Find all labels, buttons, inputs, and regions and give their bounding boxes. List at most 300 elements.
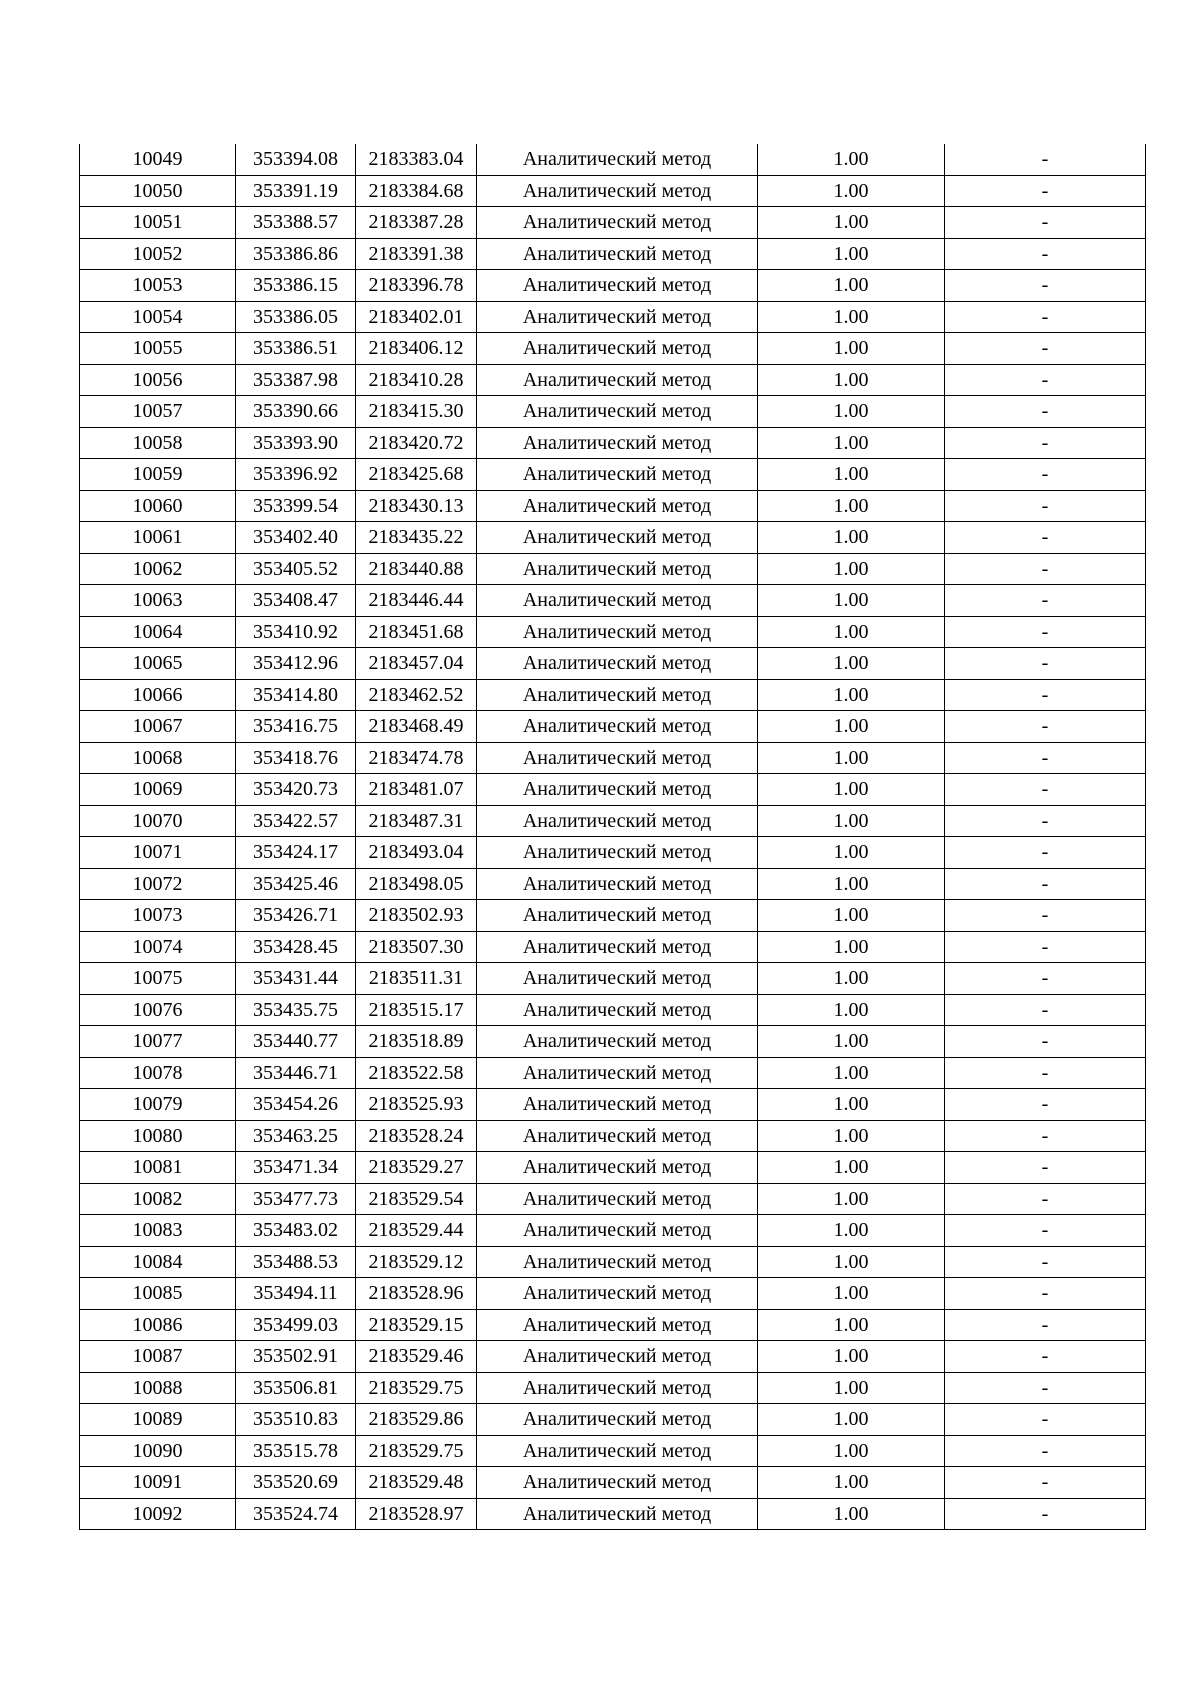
x-coordinate-cell: 353420.73 <box>236 774 356 806</box>
x-coordinate-cell: 353410.92 <box>236 616 356 648</box>
x-coordinate-cell: 353431.44 <box>236 963 356 995</box>
precision-cell: 1.00 <box>758 1372 945 1404</box>
precision-cell: 1.00 <box>758 1152 945 1184</box>
x-coordinate-cell: 353424.17 <box>236 837 356 869</box>
method-cell: Аналитический метод <box>477 742 758 774</box>
method-cell: Аналитический метод <box>477 1246 758 1278</box>
x-coordinate-cell: 353440.77 <box>236 1026 356 1058</box>
x-coordinate-cell: 353502.91 <box>236 1341 356 1373</box>
method-cell: Аналитический метод <box>477 364 758 396</box>
method-cell: Аналитический метод <box>477 1341 758 1373</box>
method-cell: Аналитический метод <box>477 994 758 1026</box>
method-cell: Аналитический метод <box>477 522 758 554</box>
method-cell: Аналитический метод <box>477 333 758 365</box>
table-row <box>80 679 1146 711</box>
method-cell: Аналитический метод <box>477 1278 758 1310</box>
note-cell: - <box>945 427 1146 459</box>
note-cell: - <box>945 333 1146 365</box>
y-coordinate-cell: 2183525.93 <box>356 1089 477 1121</box>
precision-cell: 1.00 <box>758 553 945 585</box>
point-number-cell: 10056 <box>80 364 236 396</box>
precision-cell: 1.00 <box>758 1183 945 1215</box>
point-number-cell: 10071 <box>80 837 236 869</box>
y-coordinate-cell: 2183383.04 <box>356 144 477 175</box>
method-cell: Аналитический метод <box>477 270 758 302</box>
method-cell: Аналитический метод <box>477 1435 758 1467</box>
table-row <box>80 994 1146 1026</box>
note-cell: - <box>945 1372 1146 1404</box>
y-coordinate-cell: 2183498.05 <box>356 868 477 900</box>
note-cell: - <box>945 1278 1146 1310</box>
precision-cell: 1.00 <box>758 1435 945 1467</box>
x-coordinate-cell: 353387.98 <box>236 364 356 396</box>
point-number-cell: 10074 <box>80 931 236 963</box>
method-cell: Аналитический метод <box>477 1309 758 1341</box>
y-coordinate-cell: 2183487.31 <box>356 805 477 837</box>
method-cell: Аналитический метод <box>477 396 758 428</box>
table-row <box>80 931 1146 963</box>
note-cell: - <box>945 900 1146 932</box>
method-cell: Аналитический метод <box>477 1120 758 1152</box>
point-number-cell: 10051 <box>80 207 236 239</box>
x-coordinate-cell: 353435.75 <box>236 994 356 1026</box>
note-cell: - <box>945 270 1146 302</box>
y-coordinate-cell: 2183529.54 <box>356 1183 477 1215</box>
table-row <box>80 1089 1146 1121</box>
point-number-cell: 10052 <box>80 238 236 270</box>
x-coordinate-cell: 353471.34 <box>236 1152 356 1184</box>
method-cell: Аналитический метод <box>477 175 758 207</box>
y-coordinate-cell: 2183387.28 <box>356 207 477 239</box>
y-coordinate-cell: 2183446.44 <box>356 585 477 617</box>
x-coordinate-cell: 353506.81 <box>236 1372 356 1404</box>
x-coordinate-cell: 353454.26 <box>236 1089 356 1121</box>
precision-cell: 1.00 <box>758 1026 945 1058</box>
precision-cell: 1.00 <box>758 1057 945 1089</box>
point-number-cell: 10065 <box>80 648 236 680</box>
point-number-cell: 10057 <box>80 396 236 428</box>
method-cell: Аналитический метод <box>477 963 758 995</box>
precision-cell: 1.00 <box>758 1498 945 1530</box>
x-coordinate-cell: 353399.54 <box>236 490 356 522</box>
y-coordinate-cell: 2183425.68 <box>356 459 477 491</box>
y-coordinate-cell: 2183528.24 <box>356 1120 477 1152</box>
method-cell: Аналитический метод <box>477 585 758 617</box>
method-cell: Аналитический метод <box>477 1372 758 1404</box>
note-cell: - <box>945 175 1146 207</box>
precision-cell: 1.00 <box>758 1278 945 1310</box>
y-coordinate-cell: 2183529.75 <box>356 1435 477 1467</box>
table-row <box>80 364 1146 396</box>
note-cell: - <box>945 396 1146 428</box>
method-cell: Аналитический метод <box>477 427 758 459</box>
note-cell: - <box>945 364 1146 396</box>
precision-cell: 1.00 <box>758 490 945 522</box>
table-row <box>80 805 1146 837</box>
table-row <box>80 144 1146 175</box>
note-cell: - <box>945 1057 1146 1089</box>
precision-cell: 1.00 <box>758 774 945 806</box>
note-cell: - <box>945 837 1146 869</box>
point-number-cell: 10066 <box>80 679 236 711</box>
x-coordinate-cell: 353520.69 <box>236 1467 356 1499</box>
method-cell: Аналитический метод <box>477 144 758 175</box>
method-cell: Аналитический метод <box>477 1183 758 1215</box>
precision-cell: 1.00 <box>758 900 945 932</box>
table-row <box>80 1372 1146 1404</box>
point-number-cell: 10087 <box>80 1341 236 1373</box>
x-coordinate-cell: 353393.90 <box>236 427 356 459</box>
y-coordinate-cell: 2183507.30 <box>356 931 477 963</box>
precision-cell: 1.00 <box>758 963 945 995</box>
x-coordinate-cell: 353515.78 <box>236 1435 356 1467</box>
precision-cell: 1.00 <box>758 1246 945 1278</box>
y-coordinate-cell: 2183410.28 <box>356 364 477 396</box>
x-coordinate-cell: 353446.71 <box>236 1057 356 1089</box>
note-cell: - <box>945 522 1146 554</box>
x-coordinate-cell: 353394.08 <box>236 144 356 175</box>
precision-cell: 1.00 <box>758 931 945 963</box>
x-coordinate-cell: 353386.51 <box>236 333 356 365</box>
table-row <box>80 1152 1146 1184</box>
method-cell: Аналитический метод <box>477 837 758 869</box>
note-cell: - <box>945 1089 1146 1121</box>
x-coordinate-cell: 353426.71 <box>236 900 356 932</box>
point-number-cell: 10061 <box>80 522 236 554</box>
note-cell: - <box>945 301 1146 333</box>
point-number-cell: 10092 <box>80 1498 236 1530</box>
coordinates-table <box>79 144 1146 1530</box>
method-cell: Аналитический метод <box>477 805 758 837</box>
point-number-cell: 10090 <box>80 1435 236 1467</box>
table-row <box>80 1026 1146 1058</box>
y-coordinate-cell: 2183402.01 <box>356 301 477 333</box>
x-coordinate-cell: 353483.02 <box>236 1215 356 1247</box>
x-coordinate-cell: 353524.74 <box>236 1498 356 1530</box>
precision-cell: 1.00 <box>758 144 945 175</box>
table-row <box>80 459 1146 491</box>
table-row <box>80 333 1146 365</box>
table-row <box>80 427 1146 459</box>
table-row <box>80 963 1146 995</box>
precision-cell: 1.00 <box>758 742 945 774</box>
y-coordinate-cell: 2183518.89 <box>356 1026 477 1058</box>
x-coordinate-cell: 353390.66 <box>236 396 356 428</box>
x-coordinate-cell: 353422.57 <box>236 805 356 837</box>
point-number-cell: 10088 <box>80 1372 236 1404</box>
point-number-cell: 10082 <box>80 1183 236 1215</box>
note-cell: - <box>945 679 1146 711</box>
x-coordinate-cell: 353391.19 <box>236 175 356 207</box>
y-coordinate-cell: 2183528.96 <box>356 1278 477 1310</box>
table-row <box>80 207 1146 239</box>
table-row <box>80 175 1146 207</box>
y-coordinate-cell: 2183474.78 <box>356 742 477 774</box>
x-coordinate-cell: 353416.75 <box>236 711 356 743</box>
point-number-cell: 10073 <box>80 900 236 932</box>
table-row <box>80 1435 1146 1467</box>
table-row <box>80 1215 1146 1247</box>
method-cell: Аналитический метод <box>477 1026 758 1058</box>
precision-cell: 1.00 <box>758 648 945 680</box>
y-coordinate-cell: 2183384.68 <box>356 175 477 207</box>
note-cell: - <box>945 805 1146 837</box>
note-cell: - <box>945 742 1146 774</box>
precision-cell: 1.00 <box>758 1309 945 1341</box>
method-cell: Аналитический метод <box>477 900 758 932</box>
precision-cell: 1.00 <box>758 364 945 396</box>
precision-cell: 1.00 <box>758 868 945 900</box>
y-coordinate-cell: 2183529.46 <box>356 1341 477 1373</box>
precision-cell: 1.00 <box>758 711 945 743</box>
y-coordinate-cell: 2183468.49 <box>356 711 477 743</box>
table-row <box>80 1498 1146 1530</box>
x-coordinate-cell: 353488.53 <box>236 1246 356 1278</box>
precision-cell: 1.00 <box>758 1120 945 1152</box>
note-cell: - <box>945 553 1146 585</box>
note-cell: - <box>945 963 1146 995</box>
table-row <box>80 301 1146 333</box>
method-cell: Аналитический метод <box>477 459 758 491</box>
note-cell: - <box>945 144 1146 175</box>
table-row <box>80 1120 1146 1152</box>
y-coordinate-cell: 2183440.88 <box>356 553 477 585</box>
point-number-cell: 10077 <box>80 1026 236 1058</box>
note-cell: - <box>945 1498 1146 1530</box>
point-number-cell: 10064 <box>80 616 236 648</box>
y-coordinate-cell: 2183529.44 <box>356 1215 477 1247</box>
table-row <box>80 868 1146 900</box>
y-coordinate-cell: 2183457.04 <box>356 648 477 680</box>
precision-cell: 1.00 <box>758 459 945 491</box>
method-cell: Аналитический метод <box>477 931 758 963</box>
y-coordinate-cell: 2183493.04 <box>356 837 477 869</box>
method-cell: Аналитический метод <box>477 1215 758 1247</box>
table-row <box>80 553 1146 585</box>
precision-cell: 1.00 <box>758 427 945 459</box>
method-cell: Аналитический метод <box>477 679 758 711</box>
point-number-cell: 10070 <box>80 805 236 837</box>
point-number-cell: 10089 <box>80 1404 236 1436</box>
table-row <box>80 616 1146 648</box>
note-cell: - <box>945 1309 1146 1341</box>
table-row <box>80 522 1146 554</box>
y-coordinate-cell: 2183522.58 <box>356 1057 477 1089</box>
x-coordinate-cell: 353463.25 <box>236 1120 356 1152</box>
precision-cell: 1.00 <box>758 1467 945 1499</box>
point-number-cell: 10083 <box>80 1215 236 1247</box>
point-number-cell: 10054 <box>80 301 236 333</box>
method-cell: Аналитический метод <box>477 553 758 585</box>
x-coordinate-cell: 353402.40 <box>236 522 356 554</box>
point-number-cell: 10086 <box>80 1309 236 1341</box>
x-coordinate-cell: 353386.15 <box>236 270 356 302</box>
note-cell: - <box>945 711 1146 743</box>
point-number-cell: 10058 <box>80 427 236 459</box>
precision-cell: 1.00 <box>758 805 945 837</box>
method-cell: Аналитический метод <box>477 648 758 680</box>
y-coordinate-cell: 2183515.17 <box>356 994 477 1026</box>
precision-cell: 1.00 <box>758 1404 945 1436</box>
note-cell: - <box>945 1183 1146 1215</box>
x-coordinate-cell: 353396.92 <box>236 459 356 491</box>
note-cell: - <box>945 648 1146 680</box>
table-row <box>80 1246 1146 1278</box>
method-cell: Аналитический метод <box>477 1498 758 1530</box>
method-cell: Аналитический метод <box>477 616 758 648</box>
note-cell: - <box>945 1026 1146 1058</box>
precision-cell: 1.00 <box>758 1341 945 1373</box>
table-row <box>80 238 1146 270</box>
note-cell: - <box>945 1215 1146 1247</box>
x-coordinate-cell: 353477.73 <box>236 1183 356 1215</box>
table-row <box>80 837 1146 869</box>
point-number-cell: 10067 <box>80 711 236 743</box>
y-coordinate-cell: 2183529.12 <box>356 1246 477 1278</box>
y-coordinate-cell: 2183529.48 <box>356 1467 477 1499</box>
method-cell: Аналитический метод <box>477 238 758 270</box>
point-number-cell: 10069 <box>80 774 236 806</box>
table-row <box>80 1341 1146 1373</box>
note-cell: - <box>945 774 1146 806</box>
y-coordinate-cell: 2183462.52 <box>356 679 477 711</box>
method-cell: Аналитический метод <box>477 207 758 239</box>
table-row <box>80 648 1146 680</box>
method-cell: Аналитический метод <box>477 1404 758 1436</box>
point-number-cell: 10091 <box>80 1467 236 1499</box>
y-coordinate-cell: 2183430.13 <box>356 490 477 522</box>
note-cell: - <box>945 1246 1146 1278</box>
y-coordinate-cell: 2183406.12 <box>356 333 477 365</box>
precision-cell: 1.00 <box>758 301 945 333</box>
point-number-cell: 10081 <box>80 1152 236 1184</box>
point-number-cell: 10079 <box>80 1089 236 1121</box>
table-row <box>80 1057 1146 1089</box>
x-coordinate-cell: 353386.86 <box>236 238 356 270</box>
table-row <box>80 1404 1146 1436</box>
note-cell: - <box>945 1467 1146 1499</box>
point-number-cell: 10075 <box>80 963 236 995</box>
note-cell: - <box>945 585 1146 617</box>
y-coordinate-cell: 2183529.86 <box>356 1404 477 1436</box>
y-coordinate-cell: 2183511.31 <box>356 963 477 995</box>
x-coordinate-cell: 353405.52 <box>236 553 356 585</box>
x-coordinate-cell: 353494.11 <box>236 1278 356 1310</box>
precision-cell: 1.00 <box>758 522 945 554</box>
point-number-cell: 10062 <box>80 553 236 585</box>
note-cell: - <box>945 490 1146 522</box>
table-row <box>80 1467 1146 1499</box>
x-coordinate-cell: 353408.47 <box>236 585 356 617</box>
precision-cell: 1.00 <box>758 175 945 207</box>
note-cell: - <box>945 868 1146 900</box>
precision-cell: 1.00 <box>758 333 945 365</box>
y-coordinate-cell: 2183451.68 <box>356 616 477 648</box>
point-number-cell: 10085 <box>80 1278 236 1310</box>
point-number-cell: 10078 <box>80 1057 236 1089</box>
precision-cell: 1.00 <box>758 837 945 869</box>
precision-cell: 1.00 <box>758 585 945 617</box>
note-cell: - <box>945 1435 1146 1467</box>
x-coordinate-cell: 353418.76 <box>236 742 356 774</box>
y-coordinate-cell: 2183396.78 <box>356 270 477 302</box>
x-coordinate-cell: 353499.03 <box>236 1309 356 1341</box>
x-coordinate-cell: 353425.46 <box>236 868 356 900</box>
note-cell: - <box>945 459 1146 491</box>
table-row <box>80 270 1146 302</box>
note-cell: - <box>945 1120 1146 1152</box>
point-number-cell: 10059 <box>80 459 236 491</box>
y-coordinate-cell: 2183415.30 <box>356 396 477 428</box>
method-cell: Аналитический метод <box>477 1467 758 1499</box>
method-cell: Аналитический метод <box>477 490 758 522</box>
point-number-cell: 10084 <box>80 1246 236 1278</box>
x-coordinate-cell: 353412.96 <box>236 648 356 680</box>
x-coordinate-cell: 353386.05 <box>236 301 356 333</box>
y-coordinate-cell: 2183529.15 <box>356 1309 477 1341</box>
point-number-cell: 10063 <box>80 585 236 617</box>
method-cell: Аналитический метод <box>477 301 758 333</box>
method-cell: Аналитический метод <box>477 774 758 806</box>
method-cell: Аналитический метод <box>477 711 758 743</box>
method-cell: Аналитический метод <box>477 868 758 900</box>
point-number-cell: 10049 <box>80 144 236 175</box>
precision-cell: 1.00 <box>758 270 945 302</box>
point-number-cell: 10060 <box>80 490 236 522</box>
table-row <box>80 774 1146 806</box>
table-row <box>80 742 1146 774</box>
note-cell: - <box>945 238 1146 270</box>
table-row <box>80 1183 1146 1215</box>
method-cell: Аналитический метод <box>477 1057 758 1089</box>
coordinates-table-body <box>80 144 1146 1530</box>
table-row <box>80 490 1146 522</box>
method-cell: Аналитический метод <box>477 1089 758 1121</box>
note-cell: - <box>945 1341 1146 1373</box>
precision-cell: 1.00 <box>758 1215 945 1247</box>
note-cell: - <box>945 616 1146 648</box>
table-row <box>80 900 1146 932</box>
x-coordinate-cell: 353414.80 <box>236 679 356 711</box>
y-coordinate-cell: 2183435.22 <box>356 522 477 554</box>
note-cell: - <box>945 931 1146 963</box>
y-coordinate-cell: 2183529.27 <box>356 1152 477 1184</box>
precision-cell: 1.00 <box>758 1089 945 1121</box>
note-cell: - <box>945 207 1146 239</box>
y-coordinate-cell: 2183529.75 <box>356 1372 477 1404</box>
point-number-cell: 10050 <box>80 175 236 207</box>
point-number-cell: 10055 <box>80 333 236 365</box>
note-cell: - <box>945 1152 1146 1184</box>
table-row <box>80 1278 1146 1310</box>
y-coordinate-cell: 2183528.97 <box>356 1498 477 1530</box>
point-number-cell: 10072 <box>80 868 236 900</box>
note-cell: - <box>945 1404 1146 1436</box>
method-cell: Аналитический метод <box>477 1152 758 1184</box>
point-number-cell: 10053 <box>80 270 236 302</box>
precision-cell: 1.00 <box>758 396 945 428</box>
table-row <box>80 396 1146 428</box>
y-coordinate-cell: 2183420.72 <box>356 427 477 459</box>
y-coordinate-cell: 2183481.07 <box>356 774 477 806</box>
y-coordinate-cell: 2183502.93 <box>356 900 477 932</box>
precision-cell: 1.00 <box>758 994 945 1026</box>
precision-cell: 1.00 <box>758 616 945 648</box>
point-number-cell: 10068 <box>80 742 236 774</box>
table-row <box>80 585 1146 617</box>
precision-cell: 1.00 <box>758 238 945 270</box>
x-coordinate-cell: 353388.57 <box>236 207 356 239</box>
